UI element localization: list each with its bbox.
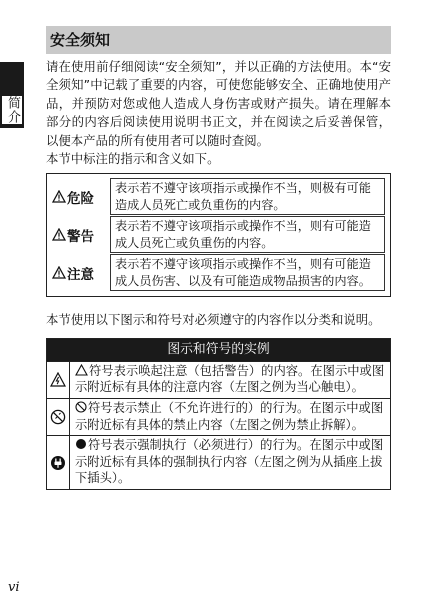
warning-desc-warning: 表示若不遵守该项指示或操作不当，则有可能造成人员死亡或负重伤的内容。 — [110, 216, 385, 253]
warning-row-warning — [52, 216, 385, 253]
prohibition-icon — [75, 401, 87, 413]
warning-levels-box — [46, 173, 391, 297]
legend-intro: 本节中标注的指示和含义如下。 — [46, 151, 220, 167]
warning-label-danger: 危险 — [67, 190, 94, 207]
symbols-table-header: 图示和符号的实例 — [47, 339, 390, 361]
page-number: vi — [8, 580, 20, 595]
warning-label-warning: 警告 — [67, 228, 94, 245]
symbol-row — [47, 361, 390, 398]
symbols-table — [46, 338, 391, 490]
warning-desc-caution: 表示若不遵守该项指示或操作不当，则有可能造成人员伤害、以及有可能造成物品损害的内容。 — [110, 254, 385, 291]
symbol-desc-prohibition: 符号表示禁止（不允许进行的）的行为。在图示中或图示附近标有具体的禁止内容（左图之例为禁止拆解）。 — [75, 401, 384, 432]
symbol-desc-mandatory: 符号表示强制执行（必须进行）的行为。在图示中或图示附近标有具体的强制执行内容（左图之例为从插座上拔下插头）。 — [75, 438, 384, 486]
warning-row-danger — [52, 178, 385, 215]
symbol-row — [47, 398, 390, 435]
caution-triangle-icon — [75, 364, 88, 376]
warning-label-caution: 注意 — [67, 266, 94, 283]
no-disassembly-icon — [50, 409, 66, 425]
intro-paragraph: 请在使用前仔细阅读“安全须知”，并以正确的方法使用。本“安全须知”中记载了重要的内容，可使您能够安全、正确地使用产品，并预防对您或他人造成人身伤害或财产损失。请在理解本部分的内容后阅读使用说明书正文，并在阅读之后妥善保管，以便本产品的所有使用者可以随时查阅。 — [46, 59, 391, 148]
electric-shock-icon — [50, 372, 66, 387]
warning-row-caution — [52, 254, 385, 291]
unplug-icon — [50, 455, 66, 471]
mandatory-dot-icon — [75, 438, 87, 450]
symbol-desc-caution: 符号表示唤起注意（包括警告）的内容。在图示中或图示附近标有具体的注意内容（左图之例为当心触电）。 — [75, 363, 385, 395]
warning-triangle-icon — [52, 190, 66, 203]
section-title: 安全须知 — [46, 26, 391, 54]
page-content — [46, 26, 391, 490]
warning-desc-danger: 表示若不遵守该项指示或操作不当，则极有可能造成人员死亡或负重伤的内容。 — [110, 178, 385, 215]
warning-triangle-icon — [52, 266, 66, 279]
warning-triangle-icon — [52, 228, 66, 241]
chapter-label: 简介 — [2, 96, 22, 124]
symbols-intro: 本节使用以下图示和符号对必须遵守的内容作以分类和说明。 — [46, 312, 381, 328]
symbol-row — [47, 435, 390, 489]
